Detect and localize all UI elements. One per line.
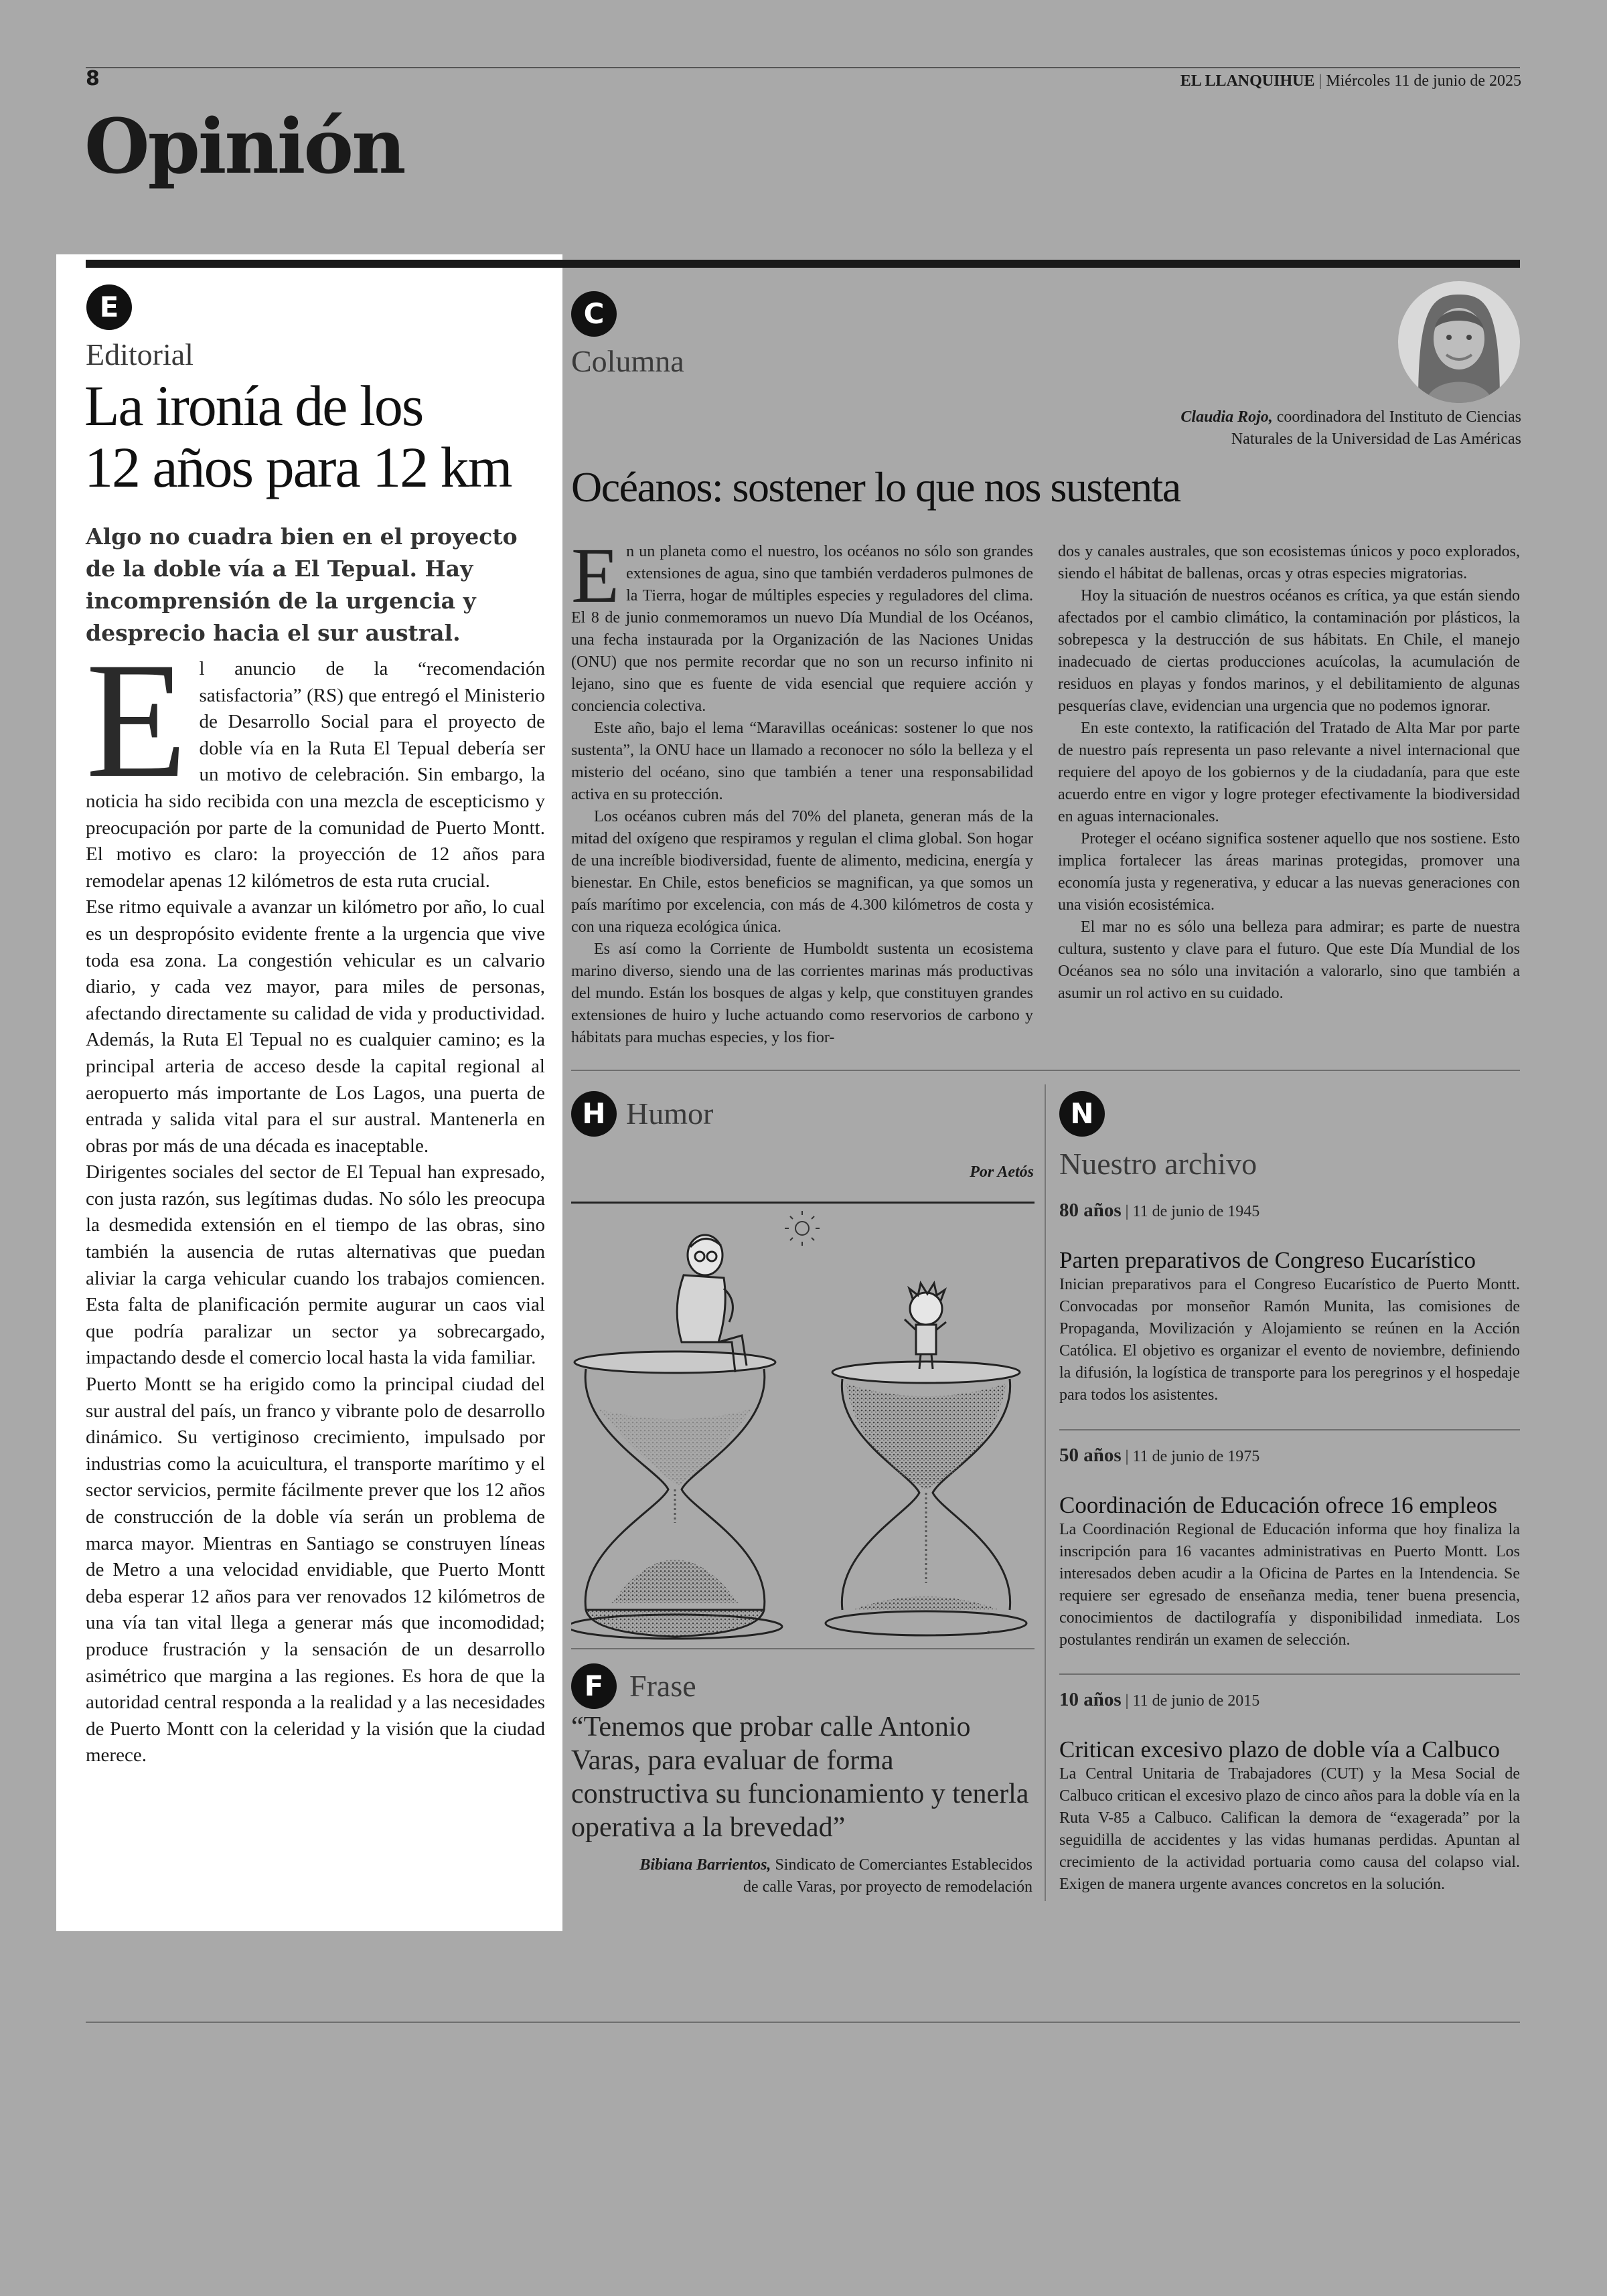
frase-attribution: Bibiana Barrientos, Sindicato de Comerciantes Establecidos de calle Varas, por proyecto de remodelación xyxy=(639,1856,1032,1896)
editorial-body xyxy=(86,628,545,1769)
author-photo xyxy=(1398,281,1520,403)
column-paragraph: n un planeta como el nuestro, los océanos no sólo son grandes extensiones de agua, sino que también verdaderos pulmones de la Tierra, hogar de múltiples especies y reguladores del clima. El 8 de junio conmemoramos un nuevo Día Mundial de los Océanos, una fecha instaurada por la Organización de las Naciones Unidas (ONU) que nos permite recordar que no son un recurso infinito ni lejano, sino que es fuente de vida esencial que requiere acción y conciencia colectiva. xyxy=(571,543,1033,715)
archive-headline: Critican excesivo plazo de doble vía a Calbuco xyxy=(1059,1736,1500,1762)
archive-date: 50 años | 11 de junio de 1975 xyxy=(1059,1445,1260,1466)
frase-author: Bibiana Barrientos, xyxy=(639,1856,771,1874)
column-dropcap: E xyxy=(571,531,620,619)
column-paragraph: dos y canales australes, que son ecosistemas únicos y poco explorados, siendo el hábitat de ballenas, orcas y otras especies migratorias. xyxy=(1058,543,1520,582)
column-paragraph: Proteger el océano significa sostener aquello que nos sostiene. Esto implica fortalecer las áreas marinas protegidas, promover una economía justa y regenerativa, y educar a las nuevas generaciones con una visión ecosistémica. xyxy=(1058,830,1520,914)
column-title: Océanos: sostener lo que nos sustenta xyxy=(571,463,1180,511)
humor-cartoon xyxy=(571,1208,1035,1643)
column-paragraph: Los océanos cubren más del 70% del planeta, generan más de la mitad del oxígeno que respiramos y regulan el clima global. Son hogar de una increíble biodiversidad, fuente de alimento, medicina, energía y bienestar. En Chile, estos beneficios se magnifican, ya que somos un país marítimo por excelencia, con más de 4.300 kilómetros de costa y con una riqueza ecológica única. xyxy=(571,808,1033,936)
column-paragraph: Este año, bajo el lema “Maravillas oceánicas: sostener lo que nos sustenta”, la ONU hace un llamado a reconocer no sólo la belleza y el misterio del océano, sino que también a tener una responsabilidad activa en su protección. xyxy=(571,720,1033,803)
archive-date: 10 años | 11 de junio de 2015 xyxy=(1059,1689,1260,1710)
editorial-top-rule xyxy=(86,260,562,268)
frase-badge-icon: F xyxy=(571,1663,617,1709)
issue-date: Miércoles 11 de junio de 2025 xyxy=(1326,72,1521,90)
masthead-dateline: EL LLANQUIHUE | Miércoles 11 de junio de 2025 xyxy=(1180,72,1521,90)
archive-headline: Coordinación de Educación ofrece 16 empleos xyxy=(1059,1492,1498,1518)
humor-kicker: Humor xyxy=(626,1096,714,1131)
svg-text:~: ~ xyxy=(986,1625,994,1640)
column-body-col1 xyxy=(571,531,1033,1049)
archive-kicker: Nuestro archivo xyxy=(1059,1147,1257,1181)
column-paragraph: En este contexto, la ratificación del Tratado de Alta Mar por parte de nuestro país representa un paso relevante a nivel internacional que requiere del apoyo de los gobiernos y de la ciudadanía, para que este acuerdo entre en vigor y logre proteger efectivamente la biodiversidad en aguas internacionales. xyxy=(1058,720,1520,825)
column-paragraph: Hoy la situación de nuestros océanos es crítica, ya que están siendo afectados por el cambio climático, la contaminación por plásticos, la sobrepesca y la destrucción de sus hábitats. En Chile, el manejo inadecuado de ciertas producciones acuícolas, la acumulación de residuos en playas y fondos marinos, y el debilitamiento de algunas pesquerías clave, evidencian una urgencia que no podemos ignorar. xyxy=(1058,587,1520,715)
page-bottom-rule xyxy=(86,2022,1520,2023)
editorial-paragraph: Dirigentes sociales del sector de El Tepual han expresado, con justa razón, sus legítimas dudas. No sólo les preocupa la desmedida extensión en el tiempo de las obras, sino también la ausencia de rutas alternativas que puedan aliviar la carga vehicular cuando los trabajos comiencen. Esta falta de planificación permite augurar un caos vial que podría paralizar un sector ya sobrecargado, impactando desde el comercio local hasta la vida familiar. xyxy=(86,1161,545,1369)
section-title: Opinión xyxy=(84,103,404,191)
column-kicker: Columna xyxy=(571,344,684,378)
editorial-paragraph: Puerto Montt se ha erigido como la principal ciudad del sur austral del país, un franco y vibrante polo de desarrollo dinámico. Su vertiginoso crecimiento, impulsado por industrias como la acuicultura, el transporte marítimo y el sector servicios, permite fácilmente prever que los 12 años de construcción de la doble vía serán un problema de marca mayor. Mientras en Santiago se construyen líneas de Metro a una velocidad envidiable, que Puerto Montt deba esperar 12 años para ver renovados 12 kilómetros de una vía tan vital llega a generar más que incomodidad; produce frustración y la sensación de un desarrollo asimétrico que margina a las regiones. Es hora de que la autoridad central responda a la realidad y a las necesidades de Puerto Montt con la celeridad y la visión que la ciudad merece. xyxy=(86,1374,545,1767)
column-author-name: Claudia Rojo, xyxy=(1180,408,1273,426)
editorial-dropcap: E xyxy=(86,628,187,812)
archive-item xyxy=(1059,1200,1520,1406)
editorial-paragraph: Ese ritmo equivale a avanzar un kilómetro por año, lo cual es un despropósito evidente frente a la urgencia que vive toda esa zona. La congestión vehicular es un calvario diario, y cada vez mayor, para miles de personas, afectando directamente su calidad de vida y productividad. Además, la Ruta El Tepual no es cualquier camino; es la principal arteria de acceso desde la capital regional al aeropuerto más importante de Los Lagos, una puerta de entrada y salida vital para el sur austral. Mantenerla en obras por más de una década es inaceptable. xyxy=(86,896,545,1157)
editorial-title: La ironía de los 12 años para 12 km xyxy=(84,374,512,499)
editorial-lead: Algo no cuadra bien en el proyecto de la doble vía a El Tepual. Hay incomprensión de la urgencia y desprecio hacia el sur austral. xyxy=(86,523,518,646)
humor-cartoon-rule xyxy=(571,1202,1035,1204)
vertical-divider xyxy=(1045,1084,1046,1901)
column-paragraph: El mar no es sólo una belleza para admirar; es parte de nuestra cultura, sustento y clave para el futuro. Que este Día Mundial de los Océanos sea no sólo una invitación a valorarlo, sino que también a asumir un rol activo en su cuidado. xyxy=(1058,918,1520,1002)
archive-text: Inician preparativos para el Congreso Eucarístico de Puerto Montt. Convocadas por monseñor Ramón Munita, las comisiones de Propaganda, Movilización y Alojamiento se reúnen en la Acción Católica. El objetivo es organizar el evento de noviembre, definiendo la difusión, la logística de transporte para los peregrinos y el hospedaje para todos los asistentes. xyxy=(1059,1276,1520,1404)
editorial-kicker: Editorial xyxy=(86,337,194,372)
editorial-badge-icon: E xyxy=(86,284,132,330)
column-author: Claudia Rojo, coordinadora del Instituto de Ciencias Naturales de la Universidad de Las Américas xyxy=(1180,408,1521,448)
column-paragraph: Es así como la Corriente de Humboldt sustenta un ecosistema marino diverso, siendo una de las corrientes marinas más productivas del mundo. Están los bosques de algas y kelp, que constituyen grandes extensiones de huiro y luche actuando como reservorios de carbono y hábitats para muchas especies, y los fior- xyxy=(571,940,1033,1046)
archive-badge-icon: N xyxy=(1059,1091,1105,1137)
archive-text: La Coordinación Regional de Educación informa que hoy finaliza la inscripción para 16 vacantes administrativas en Puerto Montt. Los interesados deben acudir a la Oficina de Partes en la Intendencia. Se requiere ser egresado de enseñanza media, tener buena presencia, conocimientos de dactilografía y disponibilidad inmediata. Los postulantes rendirán un examen de selección. xyxy=(1059,1521,1520,1649)
column-badge-icon: C xyxy=(571,291,617,337)
header-rule xyxy=(86,67,1520,68)
archive-divider xyxy=(1059,1673,1520,1675)
archive-date: 80 años | 11 de junio de 1945 xyxy=(1059,1200,1260,1221)
humor-byline: Por Aetós xyxy=(970,1163,1034,1181)
frase-quote: “Tenemos que probar calle Antonio Varas, para evaluar de forma constructiva su funcionamiento y tenerla operativa a la brevedad” xyxy=(571,1712,1029,1843)
archive-text: La Central Unitaria de Trabajadores (CUT) y la Mesa Social de Calbuco critican el excesivo plazo de cinco años para la doble vía en la Ruta V-85 a Calbuco. Califican la demora de “exagerada” por la seguidilla de accidentes y las vidas humanas perdidas. Apuntan al crecimiento de la actividad portuaria como causa del colapso vial. Exigen de manera urgente avances concretos en la solución. xyxy=(1059,1765,1520,1893)
column-body-col2 xyxy=(1058,541,1520,1005)
column-bottom-rule xyxy=(571,1070,1520,1071)
page-number: 8 xyxy=(86,67,100,90)
humor-badge-icon: H xyxy=(571,1091,617,1137)
humor-bottom-rule xyxy=(571,1648,1035,1649)
archive-item xyxy=(1059,1445,1520,1651)
frase-kicker: Frase xyxy=(629,1669,696,1703)
archive-item xyxy=(1059,1689,1520,1896)
archive-divider xyxy=(1059,1429,1520,1430)
archive-headline: Parten preparativos de Congreso Eucarístico xyxy=(1059,1247,1476,1273)
editorial-paragraph: l anuncio de la “recomendación satisfactoria” (RS) que entregó el Ministerio de Desarrollo Social para el proyecto de doble vía en la Ruta El Tepual debería ser un motivo de celebración. Sin embargo, la noticia ha sido recibida con una mezcla de escepticismo y preocupación por parte de la comunidad de Puerto Montt. El motivo es claro: la proyección de 12 años para remodelar apenas 12 kilómetros de esta ruta crucial. xyxy=(86,658,545,892)
newspaper-name: EL LLANQUIHUE xyxy=(1180,72,1315,90)
